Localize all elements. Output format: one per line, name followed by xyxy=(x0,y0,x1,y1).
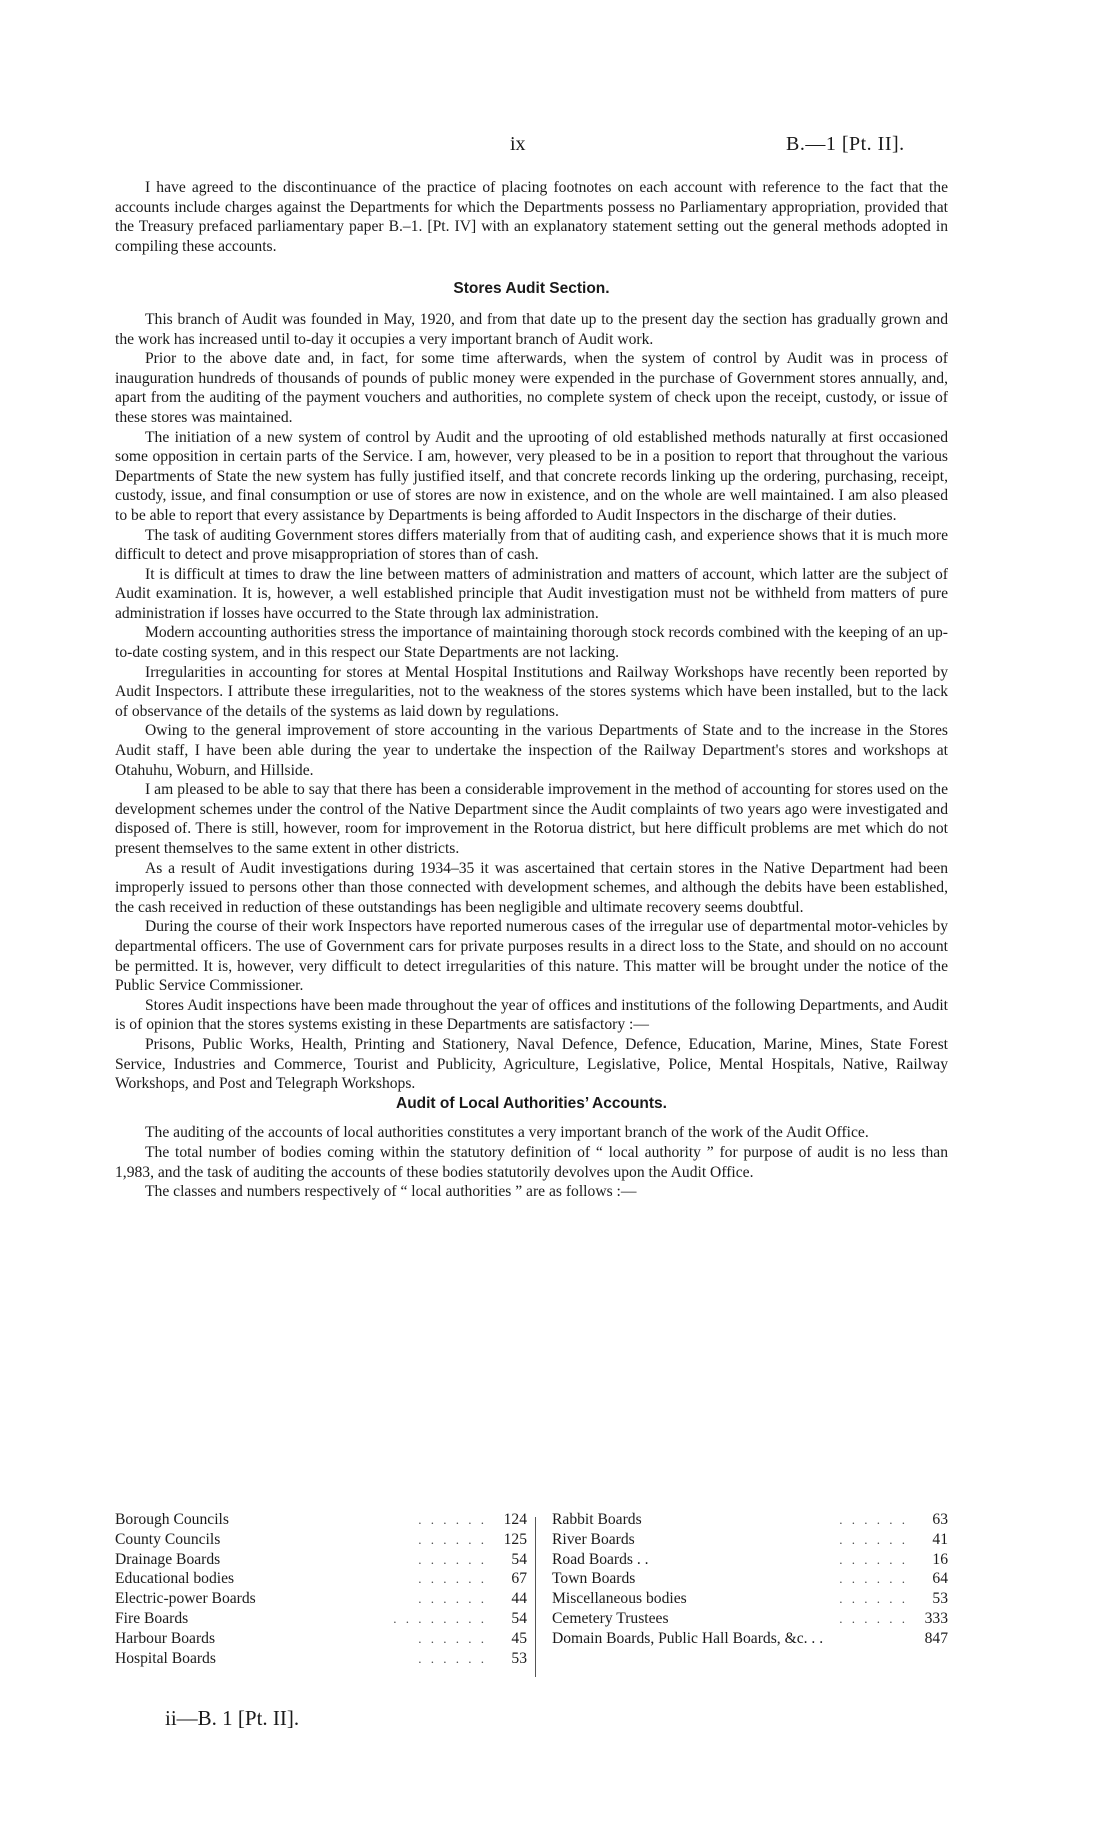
paragraph: It is difficult at times to draw the line between matters of administration and matters of account, which latter are the subject of Audit examination. It is, however, a well established principle that Audit investigation must not be withheld from matters of pure administration if losses have occurred to the State through lax administration. xyxy=(115,565,948,622)
paragraph: Modern accounting authorities stress the importance of maintaining thorough stock records combined with the keeping of an up-to-date costing system, and in this respect our State Departments are not lacking. xyxy=(115,624,948,662)
row-value: 54 xyxy=(511,1550,527,1568)
leader-dots: . . . . . . xyxy=(418,1551,487,1567)
paragraph: Stores Audit inspections have been made throughout the year of offices and institutions of the following Departments, and Audit is of opinion that the stores systems existing in these Departments are satisfactory :— xyxy=(115,996,948,1034)
table-row xyxy=(552,1610,948,1630)
table-row xyxy=(552,1511,948,1531)
row-value: 16 xyxy=(932,1550,948,1568)
row-label: Harbour Boards xyxy=(115,1629,216,1647)
leader-dots: . . . . . . xyxy=(418,1512,487,1527)
row-value: 333 xyxy=(924,1609,948,1627)
row-label: Drainage Boards xyxy=(115,1550,221,1568)
leader-dots: . . . . . . . . xyxy=(393,1610,487,1626)
paragraph: The total number of bodies coming within the statutory definition of “ local authority ” for purpose of audit is no less than 1,983, and the task of auditing the accounts of these bodies statutorily devolves upon the Audit Office. xyxy=(115,1143,948,1181)
paragraph: I am pleased to be able to say that there has been a considerable improvement in the method of accounting for stores used on the development schemes under the control of the Native Department since the Audit complaints of two years ago were investigated and disposed of. There is still, however, room for improvement in the Rotorua district, but here difficult problems are met which do not present themselves to the same extent in other districts. xyxy=(115,781,948,857)
row-value: 53 xyxy=(511,1649,527,1667)
leader-dots: . . . . . . xyxy=(418,1591,487,1607)
table-row xyxy=(115,1610,527,1630)
row-label: Cemetery Trustees xyxy=(552,1609,669,1627)
paragraph: The auditing of the accounts of local authorities constitutes a very important branch of the work of the Audit Office. xyxy=(145,1124,869,1142)
row-value: 125 xyxy=(503,1530,527,1548)
paragraph: Owing to the general improvement of store accounting in the various Departments of State and to the increase in the Stores Audit staff, I have been able during the year to undertake the inspection of the Railway Department's stores and workshops at Otahuhu, Woburn, and Hillside. xyxy=(115,722,948,779)
row-value: 41 xyxy=(932,1530,948,1548)
leader-dots: . . . . . . xyxy=(418,1650,487,1666)
section-heading-local-authorities: Audit of Local Authorities’ Accounts. xyxy=(396,1094,667,1112)
footer-signature: ii—B. 1 [Pt. II]. xyxy=(165,1706,300,1730)
row-value: 67 xyxy=(511,1570,527,1588)
leader-dots: . . . . . . xyxy=(839,1531,908,1547)
row-value: 54 xyxy=(511,1609,527,1627)
leader-dots: . . . . . . xyxy=(839,1610,908,1626)
table-row xyxy=(552,1551,948,1571)
table-row xyxy=(552,1630,948,1650)
row-value: 53 xyxy=(932,1590,948,1608)
paragraph: This branch of Audit was founded in May, 1920, and from that date up to the present day the section has gradually grown and the work has increased until to-day it occupies a very important branch of Audit work. xyxy=(115,310,948,348)
page-number: ix xyxy=(510,133,526,155)
column-divider xyxy=(535,1517,536,1677)
row-label: County Councils xyxy=(115,1530,221,1548)
row-label: River Boards xyxy=(552,1530,635,1548)
table-row xyxy=(115,1551,527,1571)
section-heading-stores-audit: Stores Audit Section. xyxy=(453,280,610,298)
paragraph: The initiation of a new system of control by Audit and the uprooting of old established methods naturally at first occasioned some opposition in certain parts of the Service. I am, however, very pleased to be in a position to report that throughout the various Departments of State the new system has fully justified itself, and that concrete records linking up the ordering, purchasing, receipt, custody, issue, and final consumption or use of stores are now in existence, and on the whole are well maintained. I am also pleased to be able to report that every assistance by Departments is being afforded to Audit Inspectors in the discharge of their duties. xyxy=(115,428,948,524)
row-label: Road Boards . . xyxy=(552,1550,649,1568)
paragraph: I have agreed to the discontinuance of the practice of placing footnotes on each account with reference to the fact that the accounts include charges against the Departments for which the Departments possess no Parliamentary appropriation, provided that the Treasury prefaced parliamentary paper B.–1. [Pt. IV] with an explanatory statement setting out the general methods adopted in compiling these accounts. xyxy=(115,179,948,255)
paper-reference: B.—1 [Pt. II]. xyxy=(786,133,905,155)
table-row xyxy=(115,1590,527,1610)
row-label: Fire Boards xyxy=(115,1609,189,1627)
paragraph: As a result of Audit investigations during 1934–35 it was ascertained that certain stores in the Native Department had been improperly issued to persons other than those connected with development schemes, and although the debits have been established, the cash received in reduction of these outstandings has been negligible and ultimate recovery seems doubtful. xyxy=(115,859,948,916)
body-text xyxy=(115,178,948,1202)
leader-dots: . . . . . . xyxy=(418,1630,487,1646)
row-value: 124 xyxy=(503,1511,527,1528)
row-label: Town Boards xyxy=(552,1570,636,1588)
paragraph: Prior to the above date and, in fact, for some time afterwards, when the system of control by Audit was in process of inauguration hundreds of thousands of pounds of public money were expended in the purchase of Government stores annually, and, apart from the auditing of the payment vouchers and authorities, no complete system of check upon the receipt, custody, or issue of these stores was maintained. xyxy=(115,350,948,426)
table-row xyxy=(552,1590,948,1610)
row-value: 63 xyxy=(932,1511,948,1528)
leader-dots: . . . . . . xyxy=(839,1591,908,1607)
table-row xyxy=(115,1511,527,1531)
table-row xyxy=(115,1650,527,1670)
row-label: Domain Boards, Public Hall Boards, &c. . . xyxy=(552,1629,824,1647)
table-row xyxy=(115,1570,527,1590)
table-row xyxy=(115,1531,527,1551)
row-value: 64 xyxy=(932,1570,948,1588)
row-value: 44 xyxy=(511,1590,527,1608)
leader-dots: . . . . . . xyxy=(839,1571,908,1587)
row-label: Electric-power Boards xyxy=(115,1590,256,1608)
row-label: Hospital Boards xyxy=(115,1649,216,1667)
department-list: Prisons, Public Works, Health, Printing and Stationery, Naval Defence, Defence, Education, Marine, Mines, State Forest Service, Industries and Commerce, Tourist and Publicity, Agriculture, Legislative, Police, Mental Hospitals, Native, Railway Workshops, and Post and Telegraph Workshops. xyxy=(115,1035,948,1093)
row-label: Rabbit Boards xyxy=(552,1511,642,1528)
table-column-right xyxy=(552,1511,948,1650)
table-row xyxy=(552,1531,948,1551)
leader-dots: . . . . . . xyxy=(418,1531,487,1547)
paragraph: Irregularities in accounting for stores at Mental Hospital Institutions and Railway Workshops have recently been reported by Audit Inspectors. I attribute these irregularities, not to the weakness of the stores systems which have been installed, but to the lack of observance of the details of the systems as laid down by regulations. xyxy=(115,663,948,720)
table-column-left xyxy=(115,1511,527,1669)
leader-dots: . . . . . . xyxy=(418,1571,487,1587)
row-label: Miscellaneous bodies xyxy=(552,1590,687,1608)
local-authorities-table xyxy=(115,1511,948,1679)
row-value: 847 xyxy=(924,1629,948,1647)
row-label: Educational bodies xyxy=(115,1570,235,1588)
leader-dots: . . . . . . xyxy=(839,1551,908,1567)
paragraph: The task of auditing Government stores differs materially from that of auditing cash, and experience shows that it is much more difficult to detect and prove misappropriation of stores than of cash. xyxy=(115,526,948,564)
row-value: 45 xyxy=(511,1629,527,1647)
paragraph: The classes and numbers respectively of “ local authorities ” are as follows :— xyxy=(145,1183,637,1201)
paragraph: During the course of their work Inspectors have reported numerous cases of the irregular use of departmental motor-vehicles by departmental officers. The use of Government cars for private purposes results in a direct loss to the State, and should on no account be permitted. It is, however, very difficult to detect irregularities of this nature. This matter will be brought under the notice of the Public Service Commissioner. xyxy=(115,918,948,995)
leader-dots: . . . . . . xyxy=(839,1512,908,1527)
table-row xyxy=(115,1630,527,1650)
table-row xyxy=(552,1570,948,1590)
row-label: Borough Councils xyxy=(115,1511,229,1528)
